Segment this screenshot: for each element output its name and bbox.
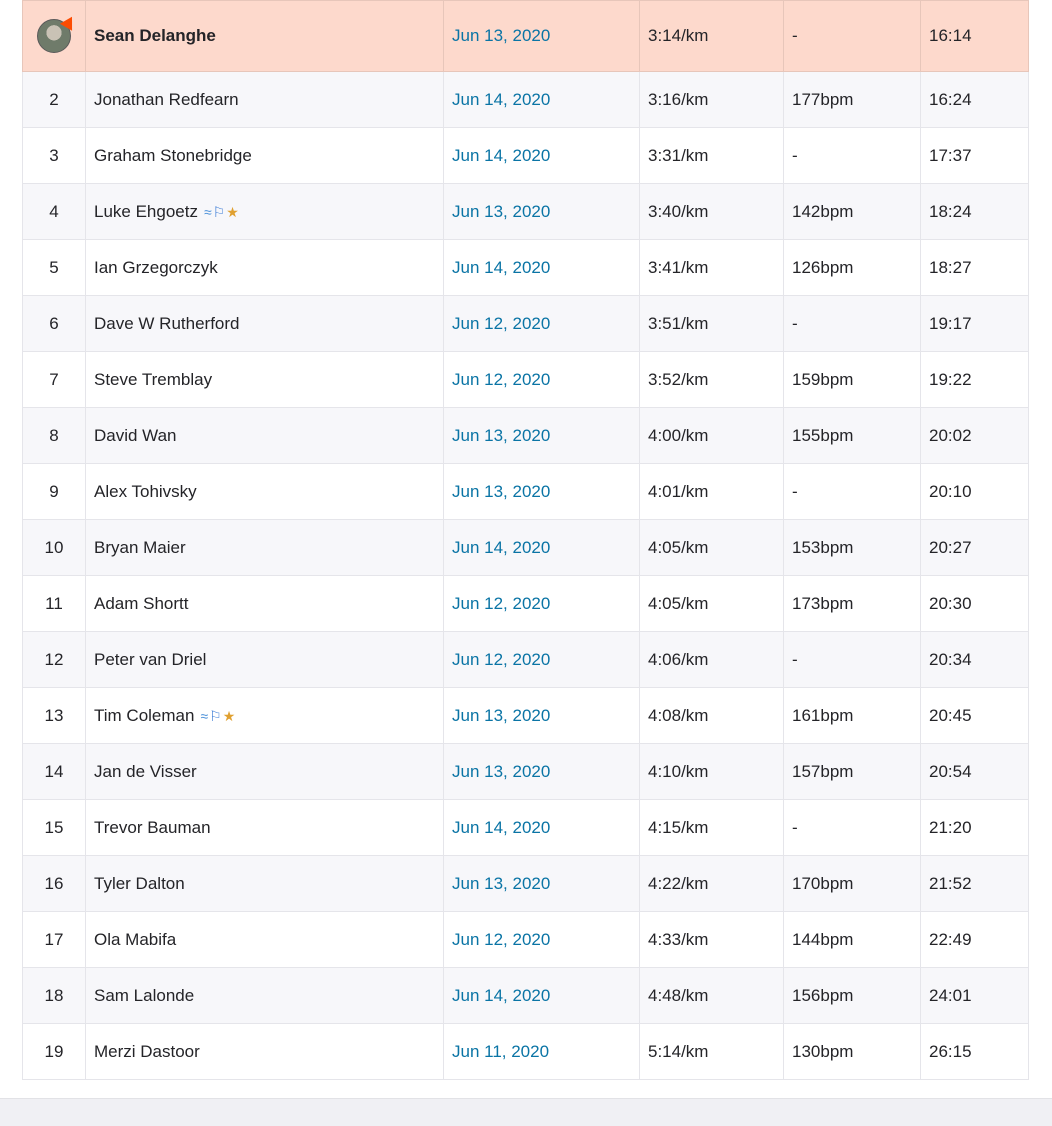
activity-date-link[interactable]: Jun 13, 2020 <box>452 481 551 501</box>
elapsed-time-cell: 19:22 <box>921 352 1029 408</box>
rank-cell <box>23 408 86 464</box>
athlete-name-cell <box>86 184 444 240</box>
pace-cell: 3:31/km <box>640 128 784 184</box>
run-icon: ★ <box>226 203 240 220</box>
elapsed-time-cell: 17:37 <box>921 128 1029 184</box>
athlete-name-cell <box>86 912 444 968</box>
elapsed-time-cell: 20:10 <box>921 464 1029 520</box>
rank-number: 17 <box>44 929 64 949</box>
activity-date-cell <box>444 744 640 800</box>
leaderboard-row <box>23 1 1029 72</box>
leaderboard-row <box>23 576 1029 632</box>
rank-number: 2 <box>49 89 59 109</box>
activity-date-link[interactable]: Jun 14, 2020 <box>452 145 551 165</box>
rank-cell <box>23 856 86 912</box>
athlete-name-link[interactable]: Graham Stonebridge <box>94 145 252 165</box>
athlete-name-cell <box>86 408 444 464</box>
elapsed-time-cell: 26:15 <box>921 1024 1029 1080</box>
athlete-name-link[interactable]: Tim Coleman <box>94 705 195 725</box>
rank-number: 11 <box>45 593 63 613</box>
athlete-name-cell <box>86 968 444 1024</box>
activity-date-cell <box>444 408 640 464</box>
activity-date-cell <box>444 128 640 184</box>
athlete-name-cell <box>86 128 444 184</box>
rank-number: 14 <box>44 761 64 781</box>
athlete-name-link[interactable]: Tyler Dalton <box>94 873 185 893</box>
heart-rate-cell: 126bpm <box>784 240 921 296</box>
swim-icon: ≈ <box>203 203 213 220</box>
athlete-name-cell <box>86 856 444 912</box>
athlete-name-cell <box>86 240 444 296</box>
rank-number: 15 <box>44 817 64 837</box>
athlete-name-link[interactable]: Adam Shortt <box>94 593 189 613</box>
page-footer-bar <box>0 1098 1052 1126</box>
pace-cell: 3:41/km <box>640 240 784 296</box>
activity-date-link[interactable]: Jun 12, 2020 <box>452 313 551 333</box>
elapsed-time-cell: 20:27 <box>921 520 1029 576</box>
activity-date-link[interactable]: Jun 14, 2020 <box>452 817 551 837</box>
leaderboard-row <box>23 184 1029 240</box>
elapsed-time-cell: 18:24 <box>921 184 1029 240</box>
activity-date-cell <box>444 968 640 1024</box>
pace-cell: 4:05/km <box>640 576 784 632</box>
elapsed-time-cell: 16:24 <box>921 72 1029 128</box>
leaderboard-row <box>23 296 1029 352</box>
athlete-name-cell <box>86 520 444 576</box>
athlete-name-link[interactable]: Steve Tremblay <box>94 369 213 389</box>
activity-date-cell <box>444 688 640 744</box>
elapsed-time-cell: 18:27 <box>921 240 1029 296</box>
leaderboard-row <box>23 632 1029 688</box>
athlete-name-link[interactable]: Luke Ehgoetz <box>94 201 198 221</box>
rank-number: 4 <box>49 201 59 221</box>
bike-icon: ⚐ <box>212 203 227 220</box>
rank-number: 3 <box>49 145 59 165</box>
activity-date-link[interactable]: Jun 14, 2020 <box>452 537 551 557</box>
athlete-name-cell <box>86 688 444 744</box>
athlete-name-link[interactable]: Jonathan Redfearn <box>94 89 239 109</box>
rank-number: 9 <box>49 481 59 501</box>
pace-cell: 4:00/km <box>640 408 784 464</box>
rank-cell <box>23 184 86 240</box>
leaderboard-row <box>23 128 1029 184</box>
activity-date-cell <box>444 576 640 632</box>
rank-cell <box>23 296 86 352</box>
athlete-name-link[interactable]: David Wan <box>94 425 177 445</box>
heart-rate-cell: 173bpm <box>784 576 921 632</box>
leaderboard-row <box>23 464 1029 520</box>
activity-date-link[interactable]: Jun 12, 2020 <box>452 369 551 389</box>
athlete-name-cell <box>86 800 444 856</box>
pace-cell: 3:51/km <box>640 296 784 352</box>
heart-rate-cell: - <box>784 296 921 352</box>
heart-rate-cell: - <box>784 464 921 520</box>
leaderboard-row <box>23 912 1029 968</box>
athlete-name-link[interactable]: Alex Tohivsky <box>94 481 197 501</box>
leaderboard-row <box>23 72 1029 128</box>
activity-date-cell <box>444 912 640 968</box>
athlete-name-cell <box>86 72 444 128</box>
leaderboard-row <box>23 352 1029 408</box>
heart-rate-cell: 153bpm <box>784 520 921 576</box>
athlete-name-cell <box>86 632 444 688</box>
athlete-name-link[interactable]: Ola Mabifa <box>94 929 177 949</box>
rank-cell <box>23 240 86 296</box>
athlete-name-cell <box>86 296 444 352</box>
rank-number: 18 <box>44 985 64 1005</box>
elapsed-time-cell: 22:49 <box>921 912 1029 968</box>
rank-number: 8 <box>49 425 59 445</box>
rank-cell <box>23 520 86 576</box>
athlete-name-link[interactable]: Dave W Rutherford <box>94 313 240 333</box>
activity-date-link[interactable]: Jun 13, 2020 <box>452 873 551 893</box>
athlete-name-link[interactable]: Jan de Visser <box>94 761 197 781</box>
pace-cell: 4:01/km <box>640 464 784 520</box>
activity-date-link[interactable]: Jun 13, 2020 <box>452 705 551 725</box>
leaderboard-row <box>23 1024 1029 1080</box>
activity-date-link[interactable]: Jun 12, 2020 <box>452 593 551 613</box>
rank-cell <box>23 72 86 128</box>
rank-cell <box>23 688 86 744</box>
athlete-name-link[interactable]: Peter van Driel <box>94 649 207 669</box>
pace-cell: 4:06/km <box>640 632 784 688</box>
rank-number: 10 <box>44 537 64 557</box>
leaderboard-row <box>23 856 1029 912</box>
activity-date-cell <box>444 520 640 576</box>
leaderboard-row <box>23 744 1029 800</box>
athlete-name-cell <box>86 464 444 520</box>
rank-number: 7 <box>49 369 59 389</box>
heart-rate-cell: - <box>784 128 921 184</box>
activity-date-cell <box>444 1 640 72</box>
activity-date-link[interactable]: Jun 13, 2020 <box>452 425 551 445</box>
athlete-avatar[interactable] <box>37 19 71 53</box>
elapsed-time-cell: 24:01 <box>921 968 1029 1024</box>
activity-date-cell <box>444 352 640 408</box>
rank-number: 13 <box>44 705 64 725</box>
bike-icon: ⚐ <box>209 707 223 724</box>
rank-cell <box>23 464 86 520</box>
rank-cell <box>23 912 86 968</box>
elapsed-time-cell: 20:30 <box>921 576 1029 632</box>
elapsed-time-cell: 20:02 <box>921 408 1029 464</box>
activity-date-cell <box>444 72 640 128</box>
swim-icon: ≈ <box>200 707 210 724</box>
rank-number: 12 <box>44 649 64 669</box>
pace-cell: 5:14/km <box>640 1024 784 1080</box>
triathlete-icons <box>204 204 240 221</box>
triathlete-icons <box>200 708 236 725</box>
elapsed-time-cell: 21:20 <box>921 800 1029 856</box>
leaderboard-row <box>23 520 1029 576</box>
heart-rate-cell: 142bpm <box>784 184 921 240</box>
athlete-name-link[interactable]: Sam Lalonde <box>94 985 195 1005</box>
rank-number: 6 <box>49 313 59 333</box>
pace-cell: 4:15/km <box>640 800 784 856</box>
pace-cell: 4:10/km <box>640 744 784 800</box>
heart-rate-cell: 161bpm <box>784 688 921 744</box>
rank-number: 16 <box>44 873 64 893</box>
leaderboard-row <box>23 408 1029 464</box>
heart-rate-cell: 177bpm <box>784 72 921 128</box>
leaderboard-row <box>23 688 1029 744</box>
heart-rate-cell: 157bpm <box>784 744 921 800</box>
pace-cell: 3:40/km <box>640 184 784 240</box>
rank-cell <box>23 744 86 800</box>
rank-cell <box>23 1 86 72</box>
heart-rate-cell: 170bpm <box>784 856 921 912</box>
elapsed-time-cell: 20:54 <box>921 744 1029 800</box>
athlete-name-link[interactable]: Trevor Bauman <box>94 817 211 837</box>
leaderboard-table <box>22 0 1029 1080</box>
activity-date-link[interactable]: Jun 12, 2020 <box>452 649 551 669</box>
pace-cell: 3:14/km <box>640 1 784 72</box>
pace-cell: 4:33/km <box>640 912 784 968</box>
heart-rate-cell: 155bpm <box>784 408 921 464</box>
rank-cell <box>23 968 86 1024</box>
activity-date-link[interactable]: Jun 11, 2020 <box>452 1041 550 1061</box>
pace-cell: 4:08/km <box>640 688 784 744</box>
athlete-name-cell <box>86 576 444 632</box>
athlete-name-link[interactable]: Merzi Dastoor <box>94 1041 200 1061</box>
elapsed-time-cell: 20:34 <box>921 632 1029 688</box>
activity-date-link[interactable]: Jun 14, 2020 <box>452 257 551 277</box>
athlete-name-link[interactable]: Ian Grzegorczyk <box>94 257 218 277</box>
activity-date-cell <box>444 240 640 296</box>
heart-rate-cell: - <box>784 632 921 688</box>
activity-date-cell <box>444 800 640 856</box>
heart-rate-cell: 144bpm <box>784 912 921 968</box>
rank-cell <box>23 128 86 184</box>
rank-cell <box>23 632 86 688</box>
pace-cell: 4:48/km <box>640 968 784 1024</box>
pace-cell: 3:52/km <box>640 352 784 408</box>
heart-rate-cell: 159bpm <box>784 352 921 408</box>
rank-cell <box>23 1024 86 1080</box>
activity-date-cell <box>444 632 640 688</box>
activity-date-cell <box>444 464 640 520</box>
athlete-name-cell <box>86 1024 444 1080</box>
heart-rate-cell: 130bpm <box>784 1024 921 1080</box>
activity-date-link[interactable]: Jun 13, 2020 <box>452 26 551 45</box>
heart-rate-cell: - <box>784 800 921 856</box>
leaderboard-body <box>23 1 1029 1080</box>
athlete-name-link[interactable]: Sean Delanghe <box>94 26 216 45</box>
athlete-name-cell <box>86 744 444 800</box>
elapsed-time-cell: 20:45 <box>921 688 1029 744</box>
rank-number: 5 <box>49 257 59 277</box>
rank-number: 19 <box>44 1041 64 1061</box>
pace-cell: 4:05/km <box>640 520 784 576</box>
rank-cell <box>23 800 86 856</box>
crown-badge-icon <box>60 13 78 30</box>
activity-date-link[interactable]: Jun 13, 2020 <box>452 201 551 221</box>
activity-date-cell <box>444 184 640 240</box>
elapsed-time-cell: 16:14 <box>921 1 1029 72</box>
pace-cell: 4:22/km <box>640 856 784 912</box>
activity-date-cell <box>444 856 640 912</box>
rank-cell <box>23 352 86 408</box>
activity-date-link[interactable]: Jun 13, 2020 <box>452 761 551 781</box>
activity-date-cell <box>444 296 640 352</box>
heart-rate-cell: - <box>784 1 921 72</box>
athlete-name-link[interactable]: Bryan Maier <box>94 537 186 557</box>
elapsed-time-cell: 19:17 <box>921 296 1029 352</box>
elapsed-time-cell: 21:52 <box>921 856 1029 912</box>
athlete-name-cell <box>86 1 444 72</box>
activity-date-link[interactable]: Jun 14, 2020 <box>452 985 551 1005</box>
rank-cell <box>23 576 86 632</box>
activity-date-cell <box>444 1024 640 1080</box>
run-icon: ★ <box>222 707 237 724</box>
pace-cell: 3:16/km <box>640 72 784 128</box>
heart-rate-cell: 156bpm <box>784 968 921 1024</box>
activity-date-link[interactable]: Jun 14, 2020 <box>452 89 551 109</box>
leaderboard-row <box>23 800 1029 856</box>
leaderboard-row <box>23 240 1029 296</box>
activity-date-link[interactable]: Jun 12, 2020 <box>452 929 551 949</box>
leaderboard-row <box>23 968 1029 1024</box>
athlete-name-cell <box>86 352 444 408</box>
